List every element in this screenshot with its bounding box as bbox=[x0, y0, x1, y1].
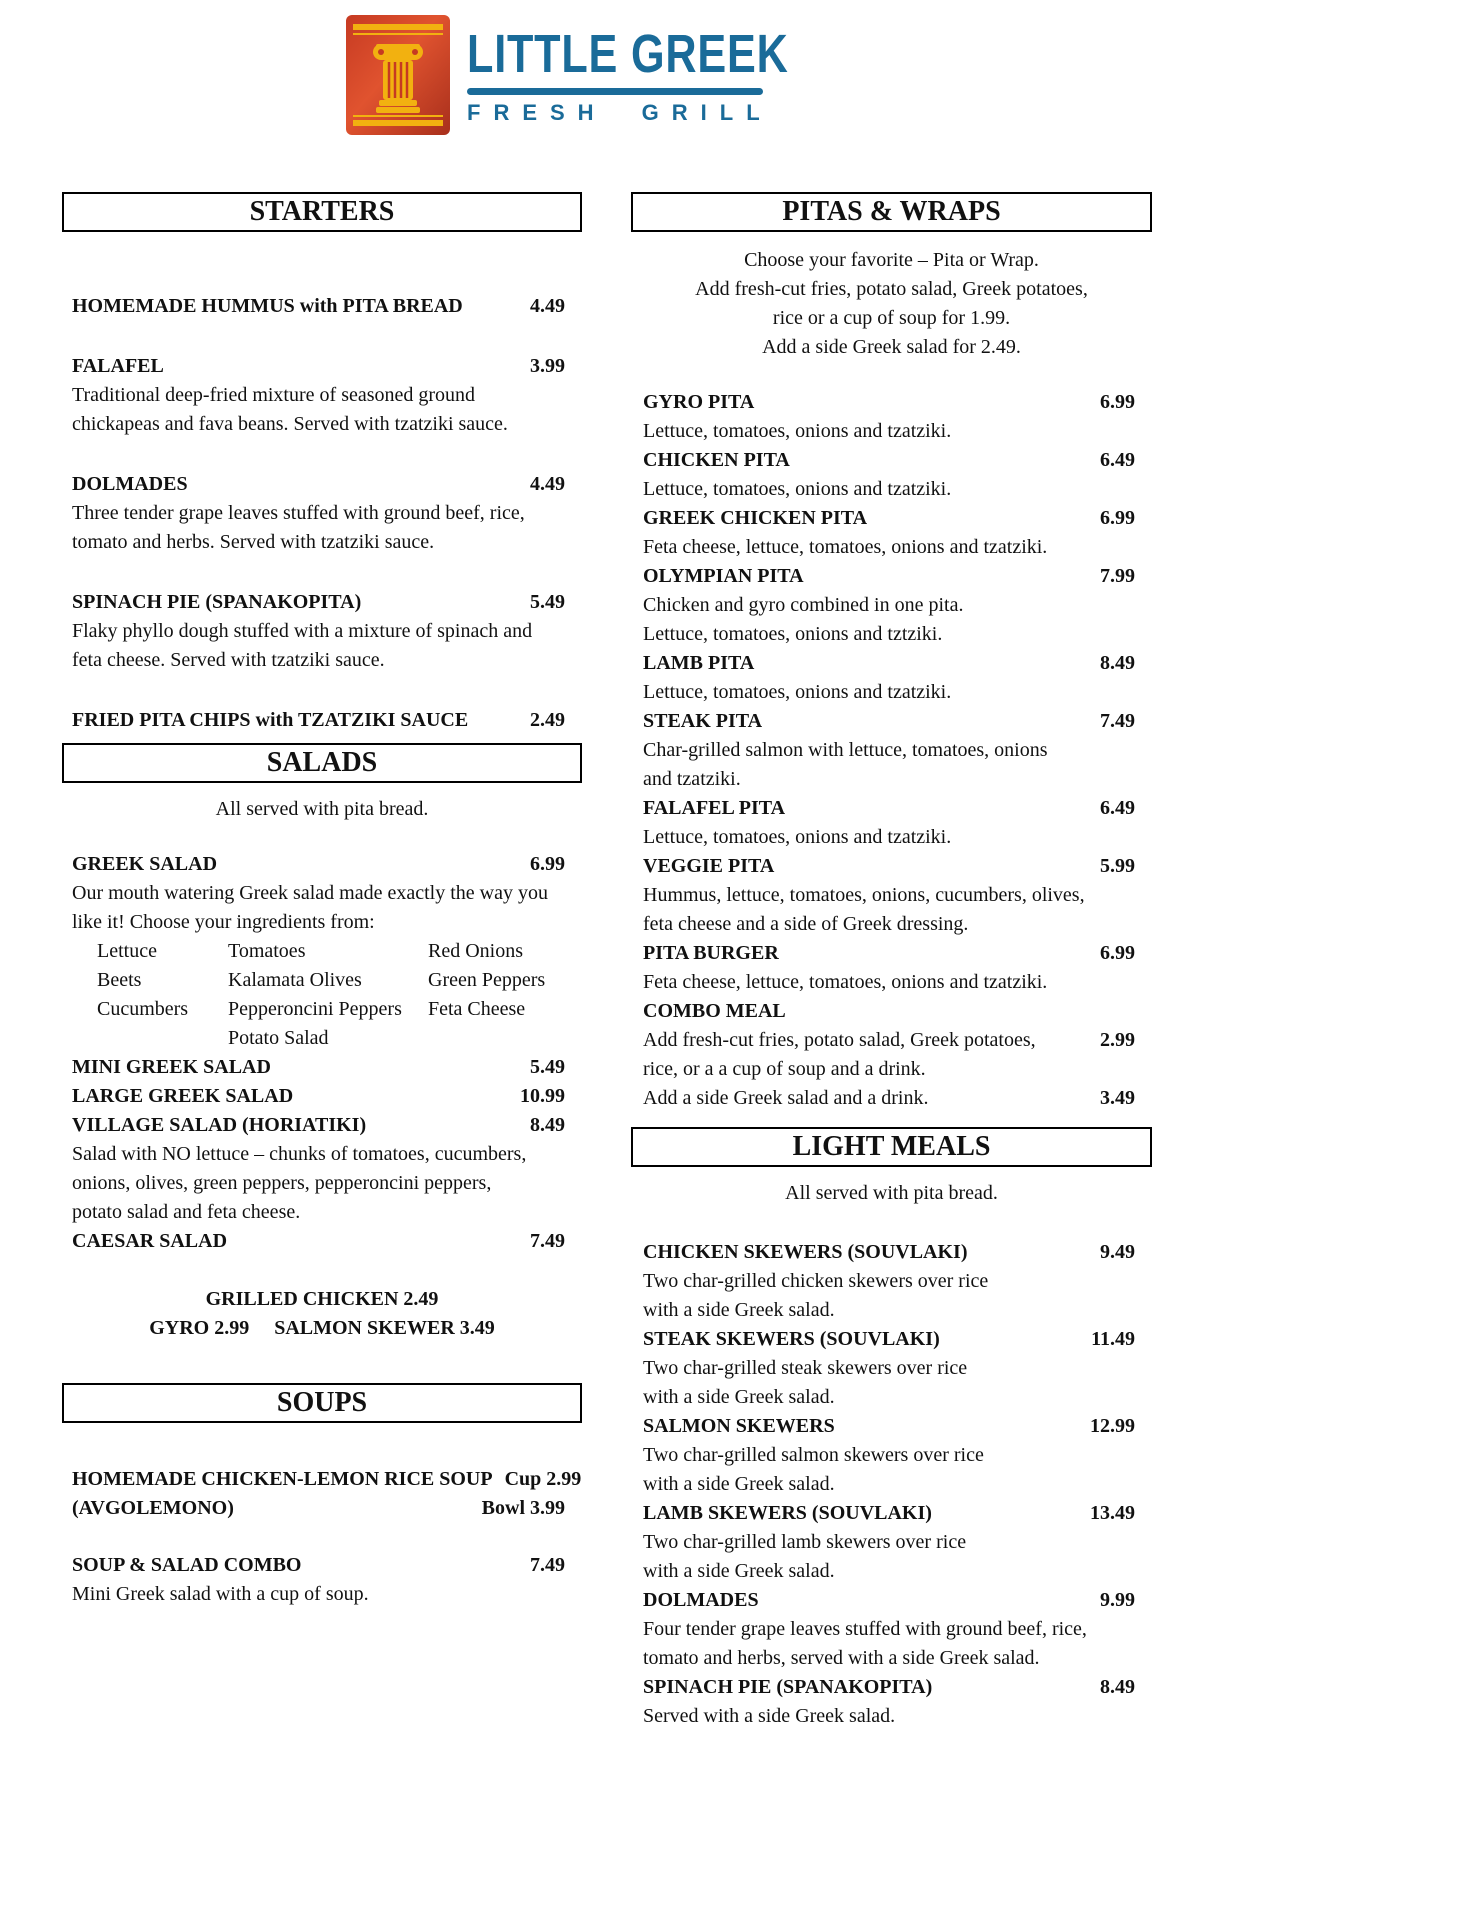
menu-item-desc: Lettuce, tomatoes, onions and tzatziki. bbox=[643, 478, 952, 500]
menu-item-name: (AVGOLEMONO) bbox=[72, 1497, 234, 1519]
menu-item-price: Bowl 3.99 bbox=[481, 1497, 565, 1519]
menu-item-row bbox=[643, 533, 1135, 562]
ingredient-row bbox=[72, 1024, 565, 1053]
menu-item-row bbox=[72, 1169, 565, 1198]
menu-item-row bbox=[643, 1615, 1135, 1644]
brand-underline bbox=[467, 88, 763, 95]
menu-item-row bbox=[72, 908, 565, 937]
section-pitas-wraps bbox=[631, 192, 1152, 1113]
menu-body bbox=[62, 192, 1484, 1731]
menu-item-row bbox=[72, 381, 565, 410]
menu-item-price: 8.49 bbox=[530, 1114, 565, 1136]
menu-item-row bbox=[72, 1494, 565, 1523]
menu-item-name: SOUP & SALAD COMBO bbox=[72, 1554, 302, 1576]
menu-item-price: 9.49 bbox=[1100, 1241, 1135, 1263]
section-soups bbox=[62, 1383, 582, 1609]
menu-item-row bbox=[72, 292, 565, 321]
menu-item-price: 11.49 bbox=[1091, 1328, 1135, 1350]
menu-item bbox=[643, 852, 1135, 939]
menu-item-row bbox=[72, 706, 565, 735]
brand-tagline: FRESH GRILL bbox=[467, 100, 773, 125]
section-light-meals bbox=[631, 1127, 1152, 1731]
menu-item-desc: Two char-grilled steak skewers over rice bbox=[643, 1357, 968, 1379]
menu-item-desc: feta cheese and a side of Greek dressing. bbox=[643, 913, 969, 935]
ingredient-row bbox=[72, 966, 565, 995]
menu-item bbox=[72, 1053, 565, 1256]
menu-item bbox=[72, 292, 565, 321]
menu-item-name: FRIED PITA CHIPS with TZATZIKI SAUCE bbox=[72, 709, 469, 731]
menu-item-desc: chickapeas and fava beans. Served with tzatziki sauce. bbox=[72, 413, 508, 435]
menu-item-row bbox=[72, 1580, 565, 1609]
section-intro-line: Add fresh-cut fries, potato salad, Greek potatoes, bbox=[695, 278, 1088, 300]
menu-item-name: LARGE GREEK SALAD bbox=[72, 1085, 294, 1107]
ingredient: Beets bbox=[97, 969, 142, 991]
menu-item-desc: Two char-grilled chicken skewers over rice bbox=[643, 1270, 989, 1292]
menu-item-price: 5.99 bbox=[1100, 855, 1135, 877]
menu-item-desc: Lettuce, tomatoes, onions and tzatziki. bbox=[643, 420, 952, 442]
menu-item bbox=[643, 1412, 1135, 1499]
menu-item-desc: Three tender grape leaves stuffed with ground beef, rice, bbox=[72, 502, 525, 524]
menu-item-price: 7.99 bbox=[1100, 565, 1135, 587]
menu-item-name: STEAK PITA bbox=[643, 710, 763, 732]
menu-item-row bbox=[643, 910, 1135, 939]
brand-logo-text bbox=[467, 14, 869, 126]
menu-item-price: 6.49 bbox=[1100, 797, 1135, 819]
ingredient: Feta Cheese bbox=[428, 998, 526, 1020]
menu-item-row bbox=[72, 1053, 565, 1082]
menu-item-row bbox=[72, 528, 565, 557]
ingredient: Tomatoes bbox=[228, 940, 306, 962]
menu-item-name: LAMB PITA bbox=[643, 652, 755, 674]
menu-item bbox=[643, 1673, 1135, 1731]
menu-item-row bbox=[643, 939, 1135, 968]
menu-item-row bbox=[643, 1412, 1135, 1441]
menu-item-desc: potato salad and feta cheese. bbox=[72, 1201, 301, 1223]
menu-item-row bbox=[643, 1441, 1135, 1470]
menu-item bbox=[643, 649, 1135, 707]
menu-item-row bbox=[643, 1296, 1135, 1325]
menu-item bbox=[643, 1586, 1135, 1673]
menu-item bbox=[643, 1499, 1135, 1586]
menu-item-price: 9.99 bbox=[1100, 1589, 1135, 1611]
section-items bbox=[62, 850, 582, 1256]
section-items bbox=[62, 1465, 582, 1609]
menu-item-price: 6.99 bbox=[1100, 942, 1135, 964]
ingredient: Potato Salad bbox=[228, 1027, 329, 1049]
menu-item-desc: with a side Greek salad. bbox=[643, 1560, 835, 1582]
menu-item-row bbox=[72, 352, 565, 381]
menu-item-price: 3.99 bbox=[530, 355, 565, 377]
menu-item-row bbox=[72, 1111, 565, 1140]
menu-item-row bbox=[643, 881, 1135, 910]
menu-item bbox=[72, 706, 565, 735]
menu-item-row bbox=[643, 852, 1135, 881]
section-intro-line: rice or a cup of soup for 1.99. bbox=[772, 307, 1011, 329]
menu-item-name: MINI GREEK SALAD bbox=[72, 1056, 271, 1078]
menu-item-price: 3.49 bbox=[1100, 1087, 1135, 1109]
menu-item-name: VILLAGE SALAD (HORIATIKI) bbox=[72, 1114, 367, 1136]
menu-item-desc: Add fresh-cut fries, potato salad, Greek potatoes, bbox=[643, 1029, 1036, 1051]
menu-item-row bbox=[643, 736, 1135, 765]
menu-item-name: GREEK SALAD bbox=[72, 853, 218, 875]
menu-item-row bbox=[643, 504, 1135, 533]
header bbox=[62, 0, 1152, 136]
section-salads bbox=[62, 743, 582, 1343]
menu-item-desc: with a side Greek salad. bbox=[643, 1473, 835, 1495]
addons-line: GRILLED CHICKEN 2.49 bbox=[205, 1288, 439, 1310]
menu-item bbox=[643, 1325, 1135, 1412]
menu-item-desc: Hummus, lettuce, tomatoes, onions, cucumbers, olives, bbox=[643, 884, 1085, 906]
menu-item-name: STEAK SKEWERS (SOUVLAKI) bbox=[643, 1328, 940, 1350]
menu-item-row bbox=[72, 879, 565, 908]
menu-column-left bbox=[62, 192, 582, 1731]
ingredient: Lettuce bbox=[97, 940, 157, 962]
ingredient bbox=[97, 1024, 228, 1053]
menu-item-price: 8.49 bbox=[1100, 652, 1135, 674]
menu-item-name: HOMEMADE HUMMUS with PITA BREAD bbox=[72, 295, 463, 317]
menu-item-name: SPINACH PIE (SPANAKOPITA) bbox=[72, 591, 362, 613]
brand-logo bbox=[345, 14, 869, 136]
menu-item-row bbox=[643, 997, 1135, 1026]
menu-item bbox=[72, 1465, 582, 1523]
menu-item-desc: Lettuce, tomatoes, onions and tztziki. bbox=[643, 623, 943, 645]
menu-item-name: CAESAR SALAD bbox=[72, 1230, 228, 1252]
menu-item-row bbox=[643, 1470, 1135, 1499]
menu-item bbox=[643, 1238, 1135, 1325]
menu-item-price: 8.49 bbox=[1100, 1676, 1135, 1698]
menu-item bbox=[643, 388, 1135, 446]
menu-item-row bbox=[643, 823, 1135, 852]
menu-item-row bbox=[72, 410, 565, 439]
greek-column-icon bbox=[345, 14, 451, 136]
menu-item-price: 5.49 bbox=[530, 1056, 565, 1078]
menu-item-desc: like it! Choose your ingredients from: bbox=[72, 911, 375, 933]
section-items bbox=[62, 292, 582, 735]
menu-item bbox=[643, 939, 1135, 997]
menu-item-desc: Traditional deep-fried mixture of seasoned ground bbox=[72, 384, 476, 406]
menu-item-price: 5.49 bbox=[530, 591, 565, 613]
menu-item-row bbox=[72, 499, 565, 528]
menu-item bbox=[643, 562, 1135, 649]
menu-item-name: OLYMPIAN PITA bbox=[643, 565, 804, 587]
menu-item-row bbox=[72, 588, 565, 617]
menu-item bbox=[72, 1551, 565, 1609]
menu-item-desc: Flaky phyllo dough stuffed with a mixture of spinach and bbox=[72, 620, 533, 642]
menu-item-name: LAMB SKEWERS (SOUVLAKI) bbox=[643, 1502, 932, 1524]
menu-item-row bbox=[72, 646, 565, 675]
menu-item-price: 7.49 bbox=[530, 1554, 565, 1576]
menu-item-row bbox=[643, 765, 1135, 794]
menu-item-desc: Char-grilled salmon with lettuce, tomatoes, onions bbox=[643, 739, 1048, 761]
menu-item bbox=[72, 470, 565, 557]
menu-item-row bbox=[643, 1055, 1135, 1084]
menu-item-desc: tomato and herbs, served with a side Greek salad. bbox=[643, 1647, 1040, 1669]
menu-item-price: 6.99 bbox=[530, 853, 565, 875]
menu-item-name: SPINACH PIE (SPANAKOPITA) bbox=[643, 1676, 933, 1698]
menu-item-desc: Mini Greek salad with a cup of soup. bbox=[72, 1583, 369, 1605]
section-title: LIGHT MEALS bbox=[792, 1131, 991, 1162]
menu-item-row bbox=[643, 649, 1135, 678]
menu-item-row bbox=[72, 617, 565, 646]
menu-item-name: GREEK CHICKEN PITA bbox=[643, 507, 868, 529]
menu-item-desc: with a side Greek salad. bbox=[643, 1299, 835, 1321]
menu-item-price: 7.49 bbox=[530, 1230, 565, 1252]
menu-item-row bbox=[643, 1026, 1135, 1055]
menu-item-price: 13.49 bbox=[1090, 1502, 1135, 1524]
menu-item-price: 6.49 bbox=[1100, 449, 1135, 471]
section-header bbox=[62, 1383, 582, 1423]
menu-item bbox=[643, 446, 1135, 504]
menu-item-price: 7.49 bbox=[1100, 710, 1135, 732]
menu-item-desc: Lettuce, tomatoes, onions and tzatziki. bbox=[643, 681, 952, 703]
menu-item-desc: Served with a side Greek salad. bbox=[643, 1705, 896, 1727]
menu-item-row bbox=[643, 1499, 1135, 1528]
menu-item-price: 10.99 bbox=[520, 1085, 565, 1107]
menu-item bbox=[72, 588, 565, 675]
menu-item-desc: and tzatziki. bbox=[643, 768, 741, 790]
addons-line: GYRO 2.99 SALMON SKEWER 3.49 bbox=[149, 1317, 495, 1339]
section-title: STARTERS bbox=[249, 196, 395, 227]
menu-item-price: 6.99 bbox=[1100, 507, 1135, 529]
menu-item bbox=[72, 850, 565, 937]
menu-item-desc: Four tender grape leaves stuffed with ground beef, rice, bbox=[643, 1618, 1087, 1640]
section-intro-line: Choose your favorite – Pita or Wrap. bbox=[744, 249, 1039, 271]
menu-item-name: HOMEMADE CHICKEN-LEMON RICE SOUP bbox=[72, 1468, 493, 1490]
section-starters bbox=[62, 192, 582, 735]
menu-item-desc: Two char-grilled salmon skewers over rice bbox=[643, 1444, 984, 1466]
menu-item bbox=[643, 707, 1135, 794]
menu-item-desc: Add a side Greek salad and a drink. bbox=[643, 1087, 929, 1109]
menu-item-row bbox=[643, 1354, 1135, 1383]
menu-item-name: PITA BURGER bbox=[643, 942, 779, 964]
section-header bbox=[631, 1127, 1152, 1167]
menu-item-row bbox=[72, 850, 565, 879]
menu-item-row bbox=[72, 1465, 582, 1494]
menu-item bbox=[72, 352, 565, 439]
ingredient-row bbox=[72, 937, 565, 966]
menu-item-name: DOLMADES bbox=[72, 473, 188, 495]
menu-item-row bbox=[72, 470, 565, 499]
menu-item-row bbox=[72, 1082, 565, 1111]
menu-item-desc: onions, olives, green peppers, pepperoncini peppers, bbox=[72, 1172, 492, 1194]
menu-item-desc: tomato and herbs. Served with tzatziki sauce. bbox=[72, 531, 435, 553]
brand-name: LITTLE GREEK bbox=[467, 24, 789, 84]
menu-item-row bbox=[643, 1084, 1135, 1113]
menu-item-desc: rice, or a a cup of soup and a drink. bbox=[643, 1058, 926, 1080]
menu-item-name: CHICKEN PITA bbox=[643, 449, 790, 471]
menu-item bbox=[643, 997, 1135, 1113]
menu-item-price: 12.99 bbox=[1090, 1415, 1135, 1437]
menu-item-row bbox=[72, 1140, 565, 1169]
menu-item bbox=[643, 794, 1135, 852]
menu-item-price: 2.49 bbox=[530, 709, 565, 731]
menu-item-desc: Two char-grilled lamb skewers over rice bbox=[643, 1531, 967, 1553]
menu-item-row bbox=[643, 446, 1135, 475]
menu-item-name: FALAFEL bbox=[72, 355, 164, 377]
section-title: SOUPS bbox=[276, 1387, 368, 1418]
menu-item-row bbox=[643, 620, 1135, 649]
menu-item-row bbox=[643, 1644, 1135, 1673]
menu-item-name: GYRO PITA bbox=[643, 391, 755, 413]
menu-item-row bbox=[643, 678, 1135, 707]
section-title: SALADS bbox=[266, 747, 378, 778]
menu-item-desc: with a side Greek salad. bbox=[643, 1386, 835, 1408]
menu-item-price: 4.49 bbox=[530, 295, 565, 317]
menu-item-row bbox=[643, 475, 1135, 504]
menu-item-name: CHICKEN SKEWERS (SOUVLAKI) bbox=[643, 1241, 968, 1263]
menu-item bbox=[72, 937, 565, 1053]
menu-item-row bbox=[643, 417, 1135, 446]
menu-item-name: DOLMADES bbox=[643, 1589, 759, 1611]
menu-item-row bbox=[643, 1702, 1135, 1731]
menu-item-row bbox=[643, 1557, 1135, 1586]
menu-item-row bbox=[643, 707, 1135, 736]
menu-item-desc: Our mouth watering Greek salad made exactly the way you bbox=[72, 882, 548, 904]
section-header bbox=[62, 743, 582, 783]
section-title: PITAS & WRAPS bbox=[782, 196, 1001, 227]
menu-item-row bbox=[643, 1325, 1135, 1354]
menu-item-row bbox=[643, 388, 1135, 417]
menu-item-desc: feta cheese. Served with tzatziki sauce. bbox=[72, 649, 385, 671]
menu-item-row bbox=[643, 1383, 1135, 1412]
menu-item-row bbox=[643, 562, 1135, 591]
ingredient: Kalamata Olives bbox=[228, 969, 362, 991]
menu-item-row bbox=[643, 968, 1135, 997]
section-items bbox=[631, 1238, 1152, 1731]
menu-item-row bbox=[643, 1528, 1135, 1557]
menu-item-price: 4.49 bbox=[530, 473, 565, 495]
menu-item-row bbox=[643, 591, 1135, 620]
ingredient: Cucumbers bbox=[97, 998, 189, 1020]
menu-item-price: 2.99 bbox=[1100, 1029, 1135, 1051]
menu-item-name: SALMON SKEWERS bbox=[643, 1415, 835, 1437]
ingredient: Pepperoncini Peppers bbox=[228, 998, 402, 1020]
menu-item-name: FALAFEL PITA bbox=[643, 797, 786, 819]
menu-item bbox=[643, 504, 1135, 562]
menu-column-right bbox=[631, 192, 1152, 1731]
menu-item-row bbox=[72, 1551, 565, 1580]
menu-item-price: Cup 2.99 bbox=[504, 1468, 582, 1490]
menu-item-desc: Feta cheese, lettuce, tomatoes, onions and tzatziki. bbox=[643, 971, 1048, 993]
ingredient: Red Onions bbox=[428, 940, 523, 962]
menu-item-desc: Chicken and gyro combined in one pita. bbox=[643, 594, 964, 616]
menu-item-row bbox=[643, 794, 1135, 823]
section-intro-line: Add a side Greek salad for 2.49. bbox=[762, 336, 1021, 358]
menu-item-desc: Feta cheese, lettuce, tomatoes, onions and tzatziki. bbox=[643, 536, 1048, 558]
menu-item-row bbox=[643, 1267, 1135, 1296]
menu-item-desc: Lettuce, tomatoes, onions and tzatziki. bbox=[643, 826, 952, 848]
menu-item-row bbox=[72, 1198, 565, 1227]
menu-item-row bbox=[72, 1227, 565, 1256]
section-subtitle: All served with pita bread. bbox=[785, 1182, 998, 1204]
menu-item-name: COMBO MEAL bbox=[643, 1000, 786, 1022]
menu-item-desc: Salad with NO lettuce – chunks of tomatoes, cucumbers, bbox=[72, 1143, 527, 1165]
menu-item-row bbox=[643, 1673, 1135, 1702]
section-items bbox=[631, 388, 1152, 1113]
section-header bbox=[631, 192, 1152, 232]
section-header bbox=[62, 192, 582, 232]
ingredient: Green Peppers bbox=[428, 969, 546, 991]
menu-item-row bbox=[643, 1586, 1135, 1615]
ingredient-row bbox=[72, 995, 565, 1024]
menu-item-name: VEGGIE PITA bbox=[643, 855, 775, 877]
menu-item-price: 6.99 bbox=[1100, 391, 1135, 413]
section-subtitle: All served with pita bread. bbox=[215, 798, 429, 820]
menu-item-row bbox=[643, 1238, 1135, 1267]
